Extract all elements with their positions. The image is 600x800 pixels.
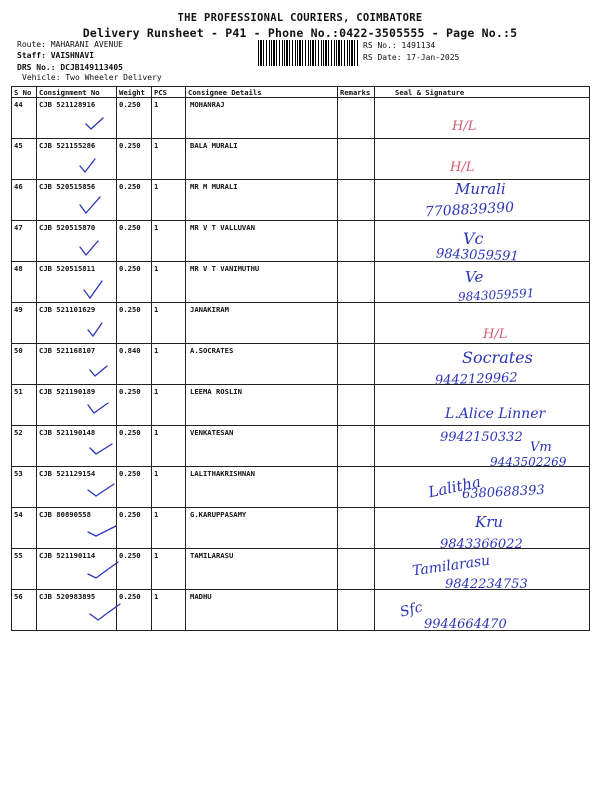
cell-remarks — [338, 303, 375, 344]
cell-pcs: 1 — [152, 508, 186, 549]
table-row — [12, 139, 590, 180]
col-header-consignee: Consignee Details — [186, 87, 338, 98]
cell-remarks — [338, 139, 375, 180]
cell-pcs: 1 — [152, 221, 186, 262]
cell-remarks — [338, 508, 375, 549]
cell-sno: 50 — [12, 344, 37, 385]
cell-sno: 51 — [12, 385, 37, 426]
cell-consignment: CJB 521168107 — [37, 344, 117, 385]
cell-pcs: 1 — [152, 385, 186, 426]
cell-consignment: CJB 520515870 — [37, 221, 117, 262]
cell-pcs: 1 — [152, 426, 186, 467]
handwritten-phone: 6380688393 — [461, 482, 546, 503]
cell-remarks — [338, 98, 375, 139]
cell-consignment: CJB 80890558 — [37, 508, 117, 549]
cell-consignment: CJB 521155286 — [37, 139, 117, 180]
cell-consignment: CJB 520515811 — [37, 262, 117, 303]
cell-remarks — [338, 467, 375, 508]
table-row — [12, 590, 590, 631]
cell-pcs: 1 — [152, 262, 186, 303]
col-header-weight: Weight — [117, 87, 152, 98]
cell-consignee: VENKATESAN — [186, 426, 338, 467]
cell-consignment: CJB 520515856 — [37, 180, 117, 221]
cell-weight: 0.250 — [117, 262, 152, 303]
rs-date: RS Date: 17-Jan-2025 — [363, 53, 460, 62]
cell-signature — [375, 139, 590, 180]
cell-sno: 49 — [12, 303, 37, 344]
table-row — [12, 221, 590, 262]
cell-remarks — [338, 426, 375, 467]
cell-sno: 54 — [12, 508, 37, 549]
cell-consignment: CJB 521190148 — [37, 426, 117, 467]
table-header-row — [12, 87, 590, 98]
cell-consignee: MADHU — [186, 590, 338, 631]
handwritten-signature: Vc — [463, 229, 484, 248]
cell-consignee: MOHANRAJ — [186, 98, 338, 139]
cell-sno: 47 — [12, 221, 37, 262]
cell-sno: 53 — [12, 467, 37, 508]
table-row — [12, 385, 590, 426]
runsheet-table — [11, 86, 590, 631]
cell-sno: 48 — [12, 262, 37, 303]
cell-remarks — [338, 180, 375, 221]
table-row — [12, 180, 590, 221]
cell-signature — [375, 180, 590, 221]
cell-sno: 44 — [12, 98, 37, 139]
cell-consignment: CJB 521129154 — [37, 467, 117, 508]
cell-pcs: 1 — [152, 467, 186, 508]
cell-sno: 55 — [12, 549, 37, 590]
cell-consignment: CJB 521128916 — [37, 98, 117, 139]
col-header-sno: S No — [12, 87, 37, 98]
cell-remarks — [338, 590, 375, 631]
cell-consignee: MR V T VANIMUTHU — [186, 262, 338, 303]
cell-signature — [375, 426, 590, 467]
cell-signature — [375, 262, 590, 303]
cell-consignment: CJB 521190114 — [37, 549, 117, 590]
cell-weight: 0.840 — [117, 344, 152, 385]
handwritten-phone: 7708839390 — [424, 199, 515, 221]
cell-consignee: BALA MURALI — [186, 139, 338, 180]
runsheet-title: Delivery Runsheet - P41 - Phone No.:0422-3505555 - Page No.:5 — [82, 26, 518, 40]
cell-consignee: MR V T VALLUVAN — [186, 221, 338, 262]
col-header-pcs: PCS — [152, 87, 186, 98]
company-title: THE PROFESSIONAL COURIERS, COIMBATORE — [177, 12, 423, 24]
cell-pcs: 1 — [152, 98, 186, 139]
table-row — [12, 98, 590, 139]
cell-consignment: CJB 520983895 — [37, 590, 117, 631]
cell-signature — [375, 549, 590, 590]
table-row — [12, 467, 590, 508]
drs-barcode — [258, 40, 358, 66]
handwritten-phone: 9843366022 — [440, 537, 523, 552]
handwritten-signature: Kru — [475, 513, 504, 531]
cell-signature — [375, 221, 590, 262]
cell-weight: 0.250 — [117, 467, 152, 508]
cell-remarks — [338, 262, 375, 303]
col-header-remarks: Remarks — [338, 87, 375, 98]
handwritten-signature: Ve — [465, 268, 484, 286]
cell-sno: 46 — [12, 180, 37, 221]
handwritten-phone: 9944664470 — [424, 617, 507, 632]
cell-sno: 56 — [12, 590, 37, 631]
table-row — [12, 549, 590, 590]
handwritten-phone: 9442129962 — [434, 370, 518, 389]
cell-pcs: 1 — [152, 303, 186, 344]
handwritten-signature: Socrates — [462, 348, 533, 367]
drs-number: DRS No.: DCJB149113405 — [17, 63, 123, 72]
route-label: Route: MAHARANI AVENUE — [17, 40, 123, 49]
cell-consignee: G.KARUPPASAMY — [186, 508, 338, 549]
handwritten-phone: 9443502269 — [490, 455, 567, 469]
rs-number: RS No.: 1491134 — [363, 41, 436, 50]
handwritten-signature: Lalitha — [426, 472, 483, 502]
cell-weight: 0.250 — [117, 139, 152, 180]
cell-weight: 0.250 — [117, 549, 152, 590]
handwritten-signature: Vm — [530, 440, 552, 455]
vehicle-label: Vehicle: Two Wheeler Delivery — [22, 73, 162, 82]
cell-signature — [375, 385, 590, 426]
table-row — [12, 303, 590, 344]
cell-signature — [375, 303, 590, 344]
handwritten-phone: 9843059591 — [457, 286, 535, 304]
cell-weight: 0.250 — [117, 303, 152, 344]
cell-signature — [375, 590, 590, 631]
handwritten-signature: Tamilarasu — [411, 552, 492, 580]
cell-signature — [375, 98, 590, 139]
staff-label: Staff: VAISHNAVI — [17, 51, 95, 60]
cell-sno: 45 — [12, 139, 37, 180]
handwritten-hl-note: H/L — [452, 119, 477, 134]
cell-signature — [375, 508, 590, 549]
cell-weight: 0.250 — [117, 98, 152, 139]
cell-remarks — [338, 385, 375, 426]
col-header-signature: Seal & Signature — [375, 87, 590, 98]
cell-weight: 0.250 — [117, 221, 152, 262]
cell-remarks — [338, 221, 375, 262]
cell-sno: 52 — [12, 426, 37, 467]
cell-consignee: TAMILARASU — [186, 549, 338, 590]
cell-consignment: CJB 521101629 — [37, 303, 117, 344]
cell-consignee: A.SOCRATES — [186, 344, 338, 385]
cell-pcs: 1 — [152, 180, 186, 221]
cell-pcs: 1 — [152, 344, 186, 385]
cell-weight: 0.250 — [117, 385, 152, 426]
cell-consignee: LALITHAKRISHNAN — [186, 467, 338, 508]
handwritten-phone: 9843059591 — [435, 246, 519, 265]
cell-weight: 0.250 — [117, 426, 152, 467]
cell-remarks — [338, 344, 375, 385]
col-header-consignment: Consignment No — [37, 87, 117, 98]
cell-consignee: MR M MURALI — [186, 180, 338, 221]
cell-weight: 0.250 — [117, 590, 152, 631]
cell-signature — [375, 344, 590, 385]
cell-weight: 0.250 — [117, 180, 152, 221]
handwritten-signature: Murali — [455, 180, 506, 198]
table-row — [12, 262, 590, 303]
handwritten-phone: 9842234753 — [445, 577, 528, 592]
handwritten-hl-note: H/L — [450, 160, 475, 175]
cell-consignee: JANAKIRAM — [186, 303, 338, 344]
cell-consignment: CJB 521190189 — [37, 385, 117, 426]
handwritten-signature: L.Alice Linner — [445, 406, 546, 422]
cell-pcs: 1 — [152, 549, 186, 590]
cell-weight: 0.250 — [117, 508, 152, 549]
cell-consignee: LEEMA ROSLIN — [186, 385, 338, 426]
handwritten-phone: 9942150332 — [440, 430, 523, 445]
table-row — [12, 426, 590, 467]
table-row — [12, 508, 590, 549]
cell-pcs: 1 — [152, 139, 186, 180]
handwritten-signature: Sfc — [398, 599, 425, 621]
cell-remarks — [338, 549, 375, 590]
cell-pcs: 1 — [152, 590, 186, 631]
handwritten-hl-note: H/L — [483, 327, 508, 342]
table-row — [12, 344, 590, 385]
cell-signature — [375, 467, 590, 508]
